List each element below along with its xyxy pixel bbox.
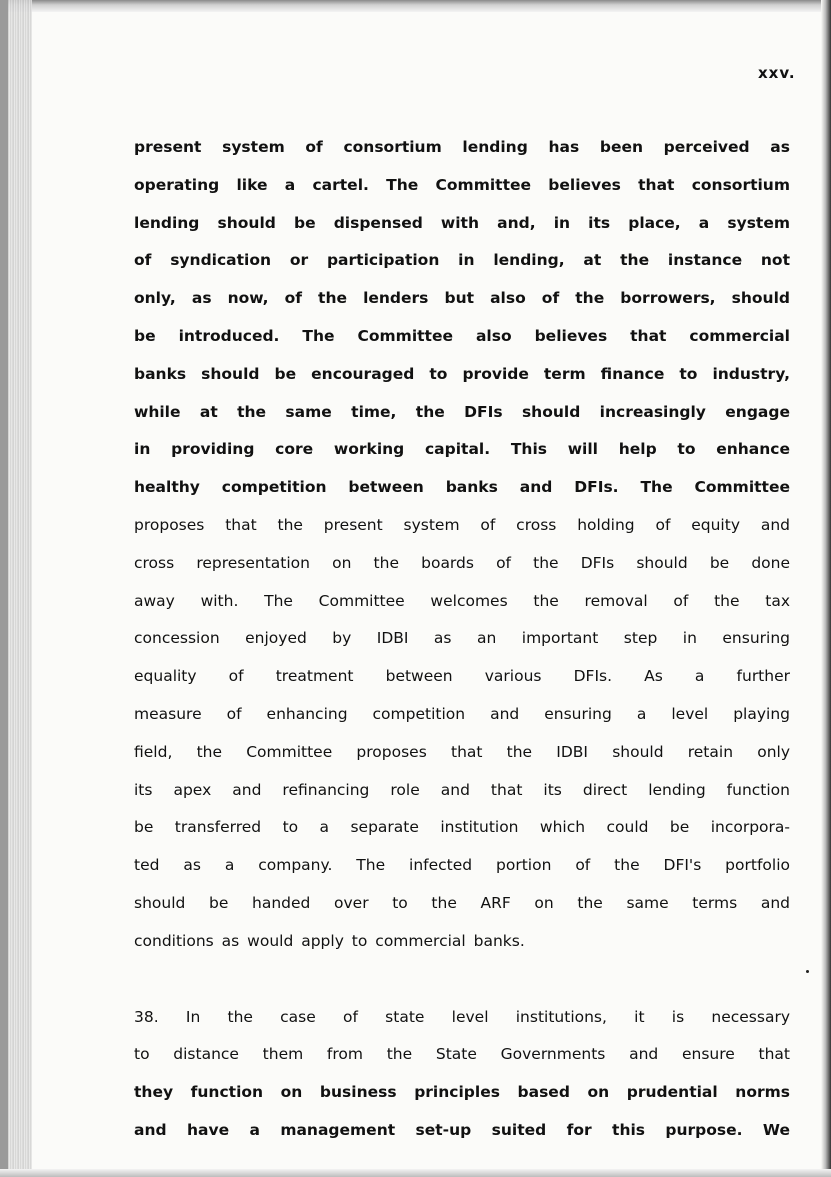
text-line: 38. In the case of state level institutions, it is necessary bbox=[134, 1007, 790, 1026]
text-line: present system of consortium lending has been perceived as bbox=[134, 138, 790, 156]
text-line: proposes that the present system of cross holding of equity and bbox=[134, 515, 790, 534]
text-line: conditions as would apply to commercial banks. bbox=[134, 931, 525, 950]
text-line: lending should be dispensed with and, in its place, a system bbox=[134, 213, 790, 232]
text-line: be transferred to a separate institution which could be incorpora- bbox=[134, 818, 790, 837]
text-line: its apex and refinancing role and that its direct lending function bbox=[134, 780, 790, 799]
page-bottom-edge bbox=[0, 1169, 831, 1177]
text-line: should be handed over to the ARF on the same terms and bbox=[134, 893, 790, 912]
text-line: concession enjoyed by IDBI as an important step in ensuring bbox=[134, 629, 790, 648]
text-line: to distance them from the State Governments and ensure that bbox=[134, 1045, 790, 1064]
text-line: they function on business principles based on prudential norms bbox=[134, 1083, 790, 1102]
text-line: measure of enhancing competition and ensuring a level playing bbox=[134, 704, 790, 723]
text-line: ted as a company. The infected portion of the DFI's portfolio bbox=[134, 856, 790, 875]
paragraph-2 bbox=[134, 1001, 790, 1152]
text-line: operating like a cartel. The Committee believes that consortium bbox=[134, 175, 790, 194]
text-line: in providing core working capital. This will help to enhance bbox=[134, 440, 790, 459]
page-top-edge bbox=[0, 0, 831, 12]
text-line: and have a management set-up suited for this purpose. We bbox=[134, 1120, 790, 1139]
text-line: away with. The Committee welcomes the removal of the tax bbox=[134, 591, 790, 610]
paragraph-gap bbox=[134, 963, 790, 1001]
paragraph-1 bbox=[134, 131, 790, 963]
text-line: be introduced. The Committee also believes that commercial bbox=[134, 326, 790, 345]
text-line: equality of treatment between various DFIs. As a further bbox=[134, 667, 790, 686]
page-binding-shadow bbox=[0, 0, 8, 1177]
page-right-edge bbox=[821, 0, 831, 1177]
text-line: banks should be encouraged to provide term finance to industry, bbox=[134, 364, 790, 383]
body-text bbox=[134, 131, 790, 1152]
text-line: field, the Committee proposes that the IDBI should retain only bbox=[134, 742, 790, 761]
text-line: healthy competition between banks and DFIs. The Committee bbox=[134, 478, 790, 497]
text-line: while at the same time, the DFIs should increasingly engage bbox=[134, 402, 790, 421]
scan-speck bbox=[806, 970, 809, 973]
text-line: of syndication or participation in lending, at the instance not bbox=[134, 251, 790, 270]
page-number: xxv. bbox=[758, 64, 796, 82]
text-line: cross representation on the boards of the DFIs should be done bbox=[134, 553, 790, 572]
text-line: only, as now, of the lenders but also of the borrowers, should bbox=[134, 289, 790, 308]
